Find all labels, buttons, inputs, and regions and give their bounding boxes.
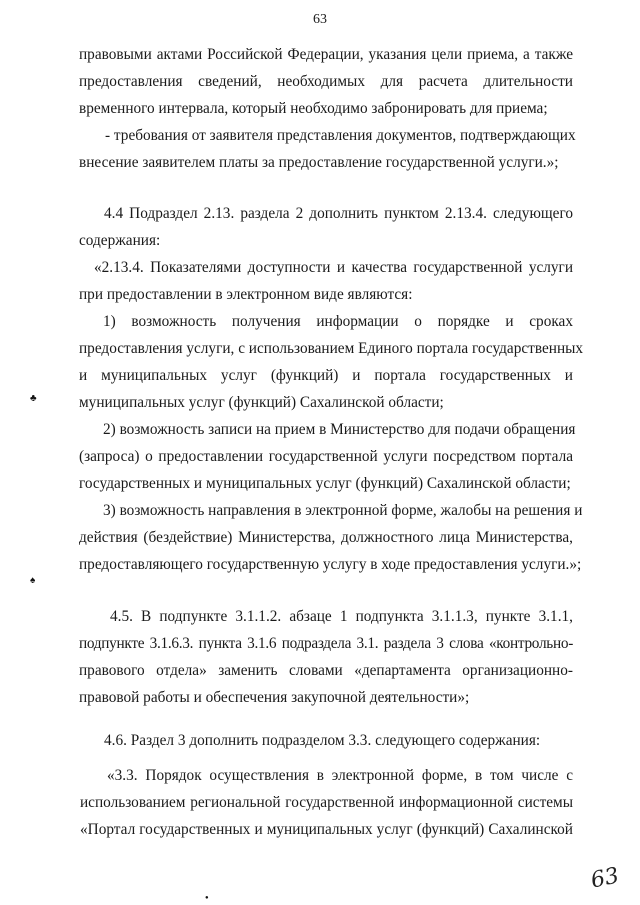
text-line: при предоставлении в электронном виде являются: — [79, 286, 413, 303]
text-line: подпункте 3.1.6.3. пункта 3.1.6 подраздела 3.1. раздела 3 слова «контрольно- — [79, 635, 573, 652]
text-line: муниципальных услуг (функций) Сахалинской области; — [79, 394, 444, 411]
scan-mark-icon: ♣ — [30, 393, 37, 404]
scan-dot-icon: ● — [205, 895, 209, 901]
text-line: использованием региональной государственной информационной системы — [80, 794, 573, 811]
text-line: 4.5. В подпункте 3.1.1.2. абзаце 1 подпункта 3.1.1.3, пункте 3.1.1, — [110, 608, 573, 625]
text-line: правового отдела» заменить словами «департамента организационно- — [79, 662, 573, 679]
text-line: временного интервала, который необходимо забронировать для приема; — [79, 100, 548, 117]
text-line: «3.3. Порядок осуществления в электронной форме, в том числе с — [107, 767, 573, 784]
text-line: предоставления услуги, с использованием Единого портала государственных — [79, 340, 584, 357]
page-number: 63 — [313, 12, 327, 27]
text-line: действия (бездействие) Министерства, должностного лица Министерства, — [79, 529, 573, 546]
handwritten-page-mark: 63 — [588, 863, 622, 894]
text-line: «Портал государственных и муниципальных услуг (функций) Сахалинской — [80, 821, 573, 838]
text-line: внесение заявителем платы за предоставление государственной услуги.»; — [79, 154, 559, 171]
text-line: 4.6. Раздел 3 дополнить подразделом 3.3. следующего содержания: — [104, 732, 541, 749]
text-line: 2) возможность записи на прием в Министерство для подачи обращения — [103, 421, 576, 438]
text-line: предоставления сведений, необходимых для расчета длительности — [79, 73, 573, 90]
text-line: предоставляющего государственную услугу в ходе предоставления услуги.»; — [79, 556, 582, 573]
scan-mark-icon: ♠ — [30, 575, 36, 586]
text-line: правовой работы и обеспечения закупочной деятельности»; — [79, 689, 470, 706]
text-line: 4.4 Подраздел 2.13. раздела 2 дополнить пунктом 2.13.4. следующего — [104, 205, 573, 222]
text-line: (запроса) о предоставлении государственной услуги посредством портала — [79, 448, 573, 465]
text-line: правовыми актами Российской Федерации, указания цели приема, а также — [79, 46, 573, 63]
text-line: «2.13.4. Показателями доступности и качества государственной услуги — [94, 259, 573, 276]
text-line: и муниципальных услуг (функций) и портала государственных и — [79, 367, 573, 384]
text-line: содержания: — [79, 232, 161, 249]
text-line: - требования от заявителя представления документов, подтверждающих — [105, 127, 576, 144]
text-line: 1) возможность получения информации о порядке и сроках — [103, 313, 573, 330]
text-line: государственных и муниципальных услуг (функций) Сахалинской области; — [79, 475, 571, 492]
text-line: 3) возможность направления в электронной форме, жалобы на решения и — [103, 502, 583, 519]
